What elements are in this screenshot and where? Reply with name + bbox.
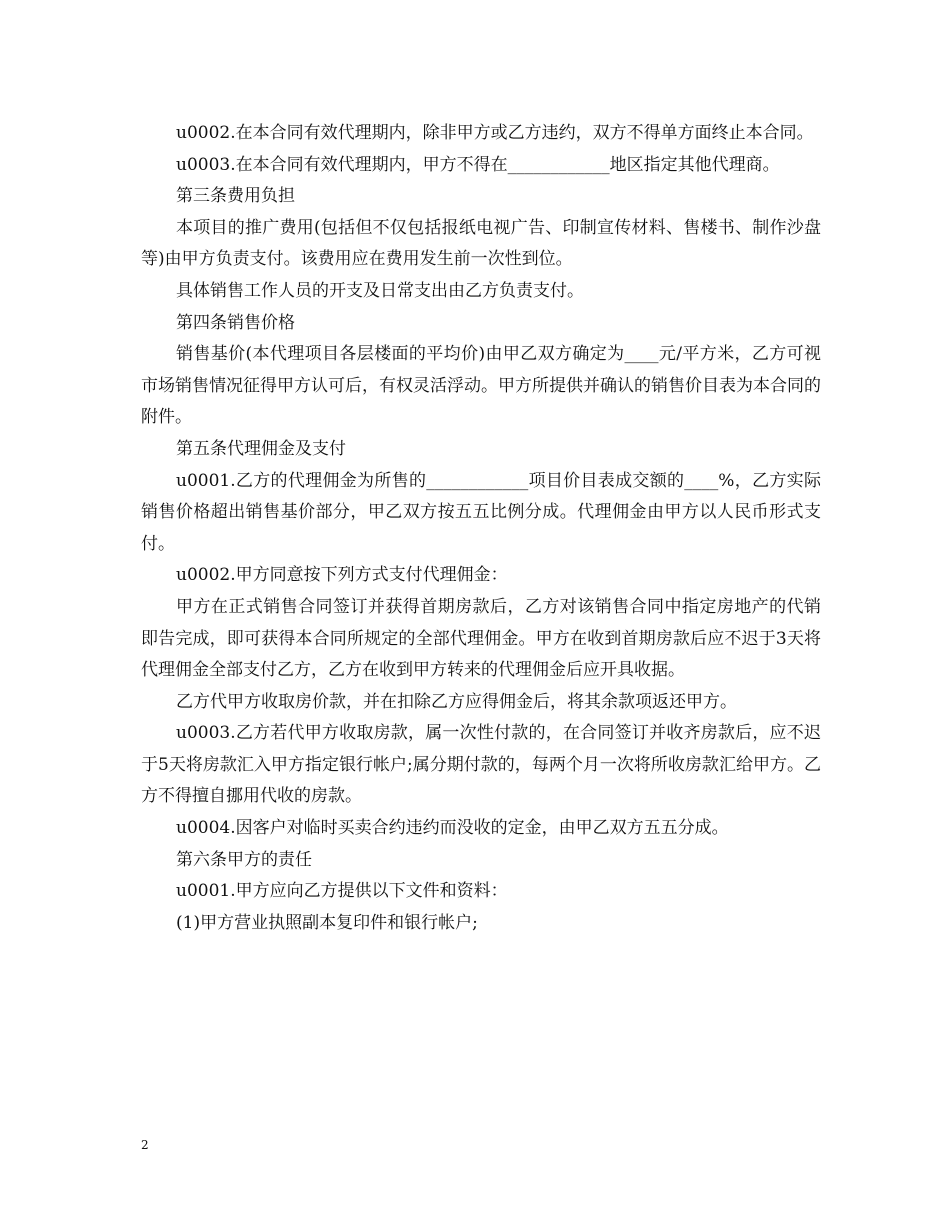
clause-document-item-1: (1)甲方营业执照副本复印件和银行帐户; [176, 912, 478, 933]
contract-body [141, 118, 821, 939]
section-heading-party-a-duties: 第六条甲方的责任 [176, 849, 312, 870]
clause-staff-costs: 具体销售工作人员的开支及日常支出由乙方负责支付。 [176, 280, 584, 301]
clause-termination: u0002.在本合同有效代理期内，除非甲方或乙方违约，双方不得单方面终止本合同。 [176, 123, 814, 143]
section-heading-costs: 第三条费用负担 [176, 186, 295, 207]
clause-collect-payment: 乙方代甲方收取房价款，并在扣除乙方应得佣金后，将其余款项返还甲方。 [176, 691, 737, 712]
section-heading-price: 第四条销售价格 [176, 312, 295, 333]
clause-forfeited-deposit: u0004.因客户对临时买卖合约违约而没收的定金，由甲乙双方五五分成。 [176, 818, 729, 839]
clause-promotion-costs: 本项目的推广费用(包括但不仅包括报纸电视广告、印制宣传材料、售楼书、制作沙盘等)由甲方负责支付。该费用应在费用发生前一次性到位。 [141, 217, 821, 270]
clause-commission-method: u0002.甲方同意按下列方式支付代理佣金： [176, 565, 508, 586]
clause-provide-documents: u0001.甲方应向乙方提供以下文件和资料： [176, 881, 508, 902]
page-number: 2 [141, 1138, 149, 1152]
clause-commission-rate: u0001.乙方的代理佣金为所售的____________项目价目表成交额的____%，乙方实际销售价格超出销售基价部分，甲乙双方按五五比例分成。代理佣金由甲方以人民币形式支付。 [141, 470, 821, 554]
clause-exclusive-agent: u0003.在本合同有效代理期内，甲方不得在____________地区指定其他代理商。 [176, 154, 780, 175]
section-heading-commission: 第五条代理佣金及支付 [176, 438, 346, 459]
clause-commission-timing: 甲方在正式销售合同签订并获得首期房款后，乙方对该销售合同中指定房地产的代销即告完成，即可获得本合同所规定的全部代理佣金。甲方在收到首期房款后应不迟于3天将代理佣金全部支付乙方，乙方在收到甲方转来的代理佣金后应开具收据。 [141, 596, 821, 681]
clause-base-price: 销售基价(本代理项目各层楼面的平均价)由甲乙双方确定为____元/平方米，乙方可视市场销售情况征得甲方认可后，有权灵活浮动。甲方所提供并确认的销售价目表为本合同的附件。 [141, 344, 821, 428]
clause-remit-payment: u0003.乙方若代甲方收取房款，属一次性付款的，在合同签订并收齐房款后，应不迟于5天将房款汇入甲方指定银行帐户;属分期付款的，每两个月一次将所收房款汇给甲方。乙方不得擅自挪用代收的房款。 [141, 723, 821, 807]
